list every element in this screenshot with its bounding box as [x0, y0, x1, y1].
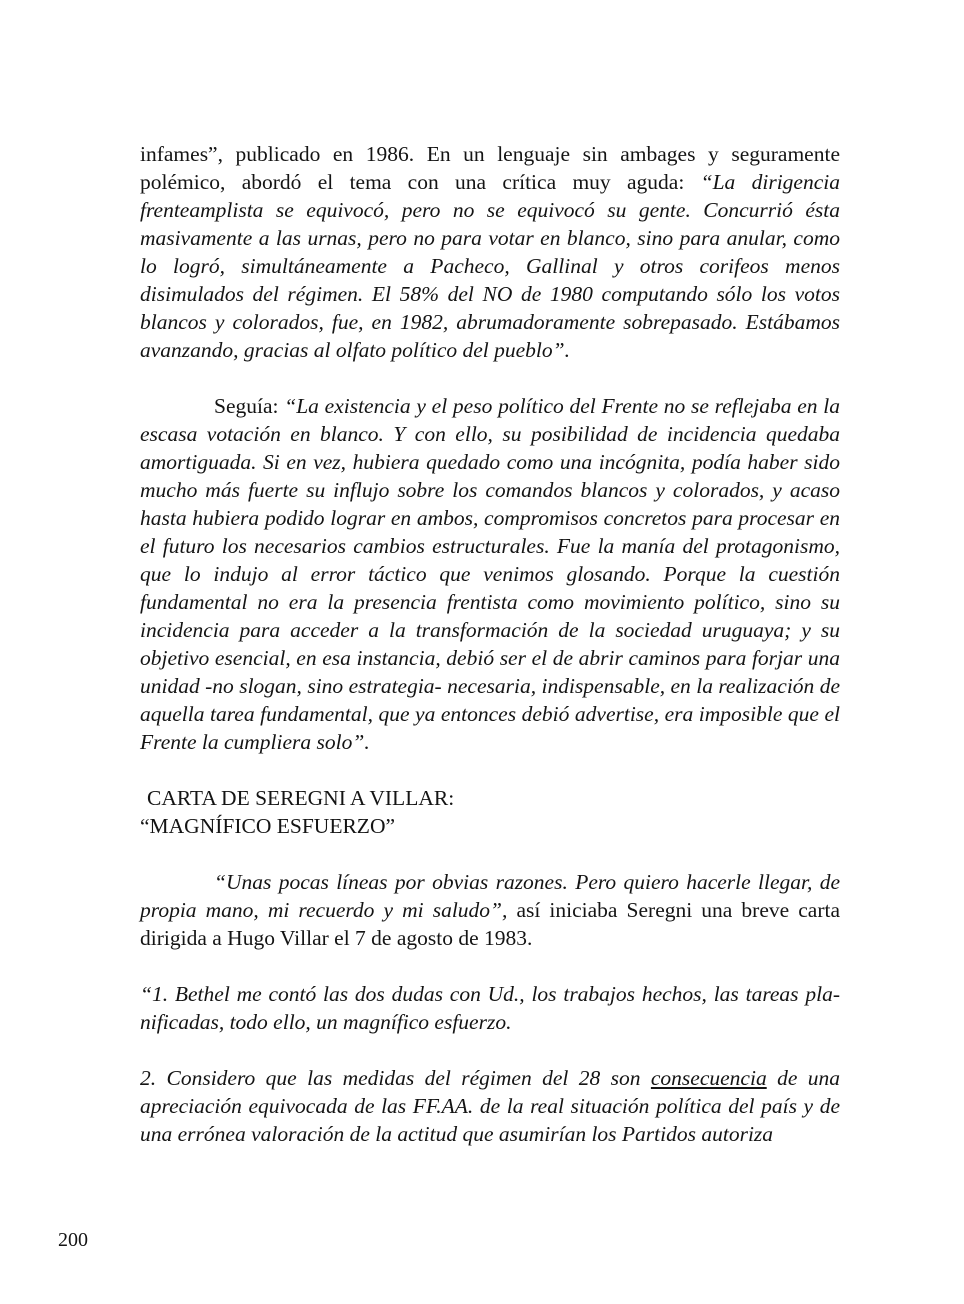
paragraph-5-underlined-word: consecuencia: [650, 1066, 767, 1090]
section-heading: [147, 784, 454, 812]
body-paragraph-2: [140, 392, 840, 756]
paragraph-5-quote-start: 2. Considero que las medidas del régimen del 28 son: [140, 1066, 651, 1090]
section-heading-line-2: “MAGNÍFICO ESFUERZO”: [140, 814, 396, 838]
section-heading-2: [140, 812, 395, 840]
body-paragraph-4: [140, 980, 840, 1036]
paragraph-2-text: Seguía:: [214, 394, 285, 418]
paragraph-3-quote: “Unas pocas líneas por obvias razones. Pero quiero hacerle llegar, de propia mano, mi recuerdo y mi saludo”,: [140, 870, 840, 922]
paragraph-1-text: infames”, publicado en 1986. En un lenguaje sin ambages y seguramente polémico, abordó el tema con una crítica muy aguda:: [140, 142, 840, 194]
body-paragraph-5: [140, 1064, 840, 1148]
body-paragraph-3: [140, 868, 840, 952]
page-number: 200: [58, 1229, 88, 1251]
paragraph-3-text: así iniciaba Seregni una breve carta dirigida a Hugo Villar el 7 de agosto de 1983.: [140, 898, 841, 950]
section-heading-line-1: CARTA DE SEREGNI A VILLAR:: [147, 786, 455, 810]
paragraph-4-quote: “1. Bethel me contó las dos dudas con Ud., los trabajos hechos, las tareas planificadas, todo ello, un magnífico esfuerzo.: [140, 982, 840, 1034]
paragraph-1-quote: “La dirigencia frenteamplista se equivocó, pero no se equivocó su gente. Concurrió ésta masivamente a las urnas, pero no para votar en blanco, sino para anular, como lo logró, simultáneamente a Pacheco, Gallinal y otros corifeos menos disimulados del régimen. El 58% del NO de 1980 computando sólo los votos blancos y colorados, fue, en 1982, abrumadoramente sobrepasado. Estábamos avanzando, gracias al olfato político del pueblo”.: [140, 170, 840, 362]
body-paragraph-1: [140, 140, 840, 364]
paragraph-5-quote-end: de una apreciación equivocada de las FF.AA. de la real situación política del país y de una errónea valoración de la actitud que asumirían los Partidos autoriza: [140, 1066, 841, 1146]
paragraph-2-quote: “La existencia y el peso político del Frente no se reflejaba en la escasa votación en blanco. Y con ello, su posibilidad de incidencia quedaba amortiguada. Si en vez, hubiera quedado como una incógnita, podía haber sido mucho más fuerte su influjo sobre los comandos blancos y colorados, y acaso hasta hubiera podido lograr en ambos, compromisos concretos para procesar en el futuro los necesarios cambios estructurales. Fue la manía del protagonismo, que lo indujo al error táctico que venimos glosando. Porque la cuestión fundamental no era la presencia frentista como movimiento político, sino su incidencia para acceder a la transformación de la sociedad uruguaya; y su objetivo esencial, en esa instancia, debió ser el de abrir caminos para forjar una unidad -no slogan, sino estrategia- necesaria, indispensable, en la realización de aquella tarea fundamental, que ya entonces debió advertise, era imposible que el Frente la cumpliera solo”.: [140, 394, 840, 754]
